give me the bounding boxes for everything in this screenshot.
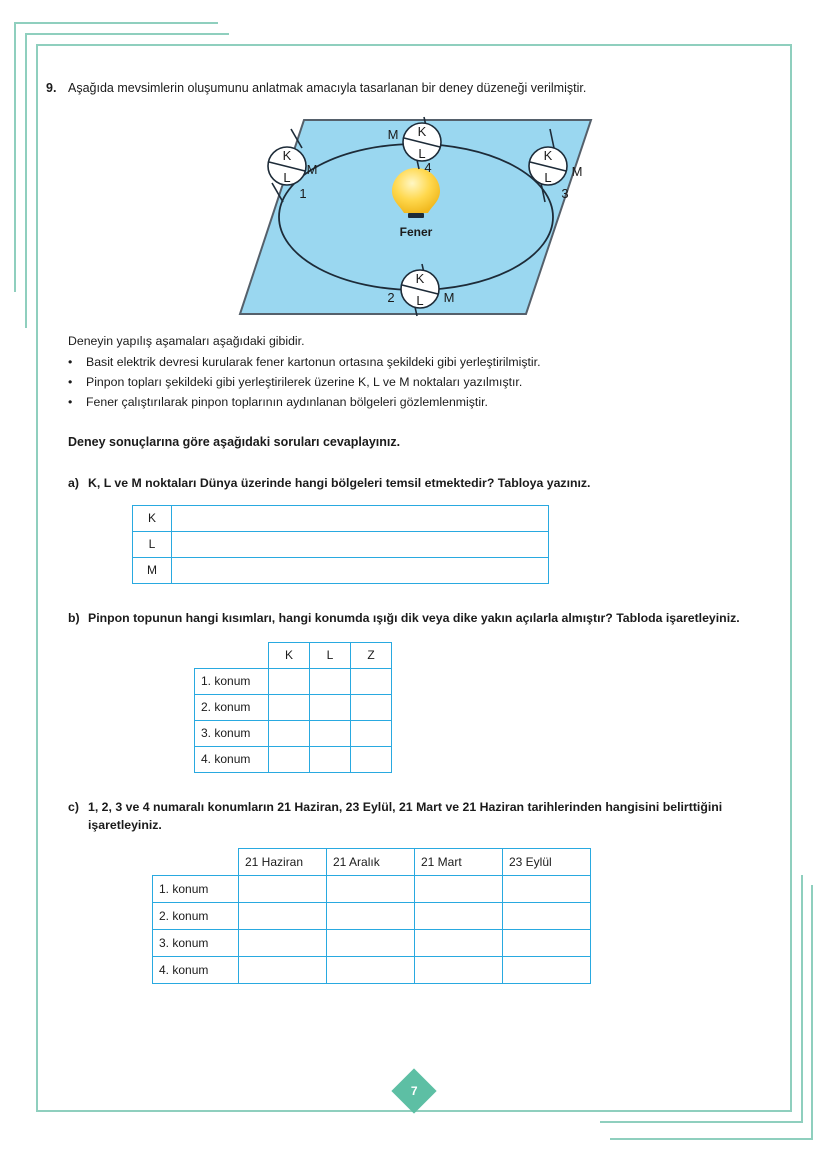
table-c-cell[interactable] [239,903,327,930]
table-c-cell[interactable] [239,957,327,984]
step-text: Fener çalıştırılarak pinpon toplarının aydınlanan bölgeleri gözlemlenmiştir. [86,395,488,410]
subquestion-a-label: a) [68,476,79,491]
table-c-cell[interactable] [327,957,415,984]
subquestion-a [68,475,786,493]
table-b-cell[interactable] [351,720,392,746]
table-a-key-k: K [133,505,172,531]
table-b-row-label: 2. konum [195,694,269,720]
ball-3-label-l: L [544,169,552,185]
table-c-row-label: 2. konum [153,903,239,930]
table-b-cell[interactable] [351,746,392,772]
decor-frame-bottomright-middle-vertical [801,875,803,1123]
bullet-icon: • [68,395,73,410]
table-row [153,957,591,984]
ball-2-label-k: K [415,270,425,286]
table-b-cell[interactable] [269,668,310,694]
step-item [68,353,786,373]
instruction-text: Deney sonuçlarına göre aşağıdaki soruları cevaplayınız. [68,435,401,450]
table-c-col-header: 21 Mart [415,849,503,876]
table-c-cell[interactable] [415,957,503,984]
table-b-cell[interactable] [310,668,351,694]
table-c-row-label: 4. konum [153,957,239,984]
ball-1-number: 1 [299,185,307,201]
table-b-cell[interactable] [269,746,310,772]
ball-3-number: 3 [561,185,569,201]
table-b-row-label: 4. konum [195,746,269,772]
table-a-regions[interactable] [132,505,549,584]
bulb-base-icon [408,213,424,218]
step-text: Pinpon topları şekildeki gibi yerleştirilerek üzerine K, L ve M noktaları yazılmıştır. [86,375,523,390]
ball-3-label-k: K [543,147,553,163]
ball-2-label-m: M [443,289,455,305]
subquestion-b-label: b) [68,610,80,625]
decor-frame-bottomright-middle-horizontal [600,1121,803,1123]
table-c-dates[interactable] [152,848,591,984]
question-heading [46,80,786,98]
subquestion-c-text: 1, 2, 3 ve 4 numaralı konumların 21 Haziran, 23 Eylül, 21 Mart ve 21 Haziran tarihlerinden hangisini belirttiğini işaretleyiniz. [88,799,723,832]
bullet-icon: • [68,355,73,370]
table-row [195,694,392,720]
decor-frame-middle-horizontal [25,33,229,35]
bullet-icon: • [68,375,73,390]
table-c-cell[interactable] [239,930,327,957]
decor-frame-outer-vertical [14,22,16,292]
table-c-cell[interactable] [415,876,503,903]
table-c-row-label: 3. konum [153,930,239,957]
table-c-corner [153,849,239,876]
table-a-input-m[interactable] [172,557,549,583]
ball-1-label-k: K [282,147,292,163]
table-c-cell[interactable] [503,957,591,984]
table-a-input-l[interactable] [172,531,549,557]
question-text: Aşağıda mevsimlerin oluşumunu anlatmak amacıyla tasarlanan bir deney düzeneği verilmiştir. [68,81,587,95]
experiment-diagram [46,112,786,322]
table-b-col-header: L [310,642,351,668]
table-c-cell[interactable] [327,876,415,903]
step-item [68,373,786,393]
page-number: 7 [410,1084,418,1098]
table-b-row-label: 3. konum [195,720,269,746]
table-c-cell[interactable] [503,903,591,930]
table-b-cell[interactable] [310,694,351,720]
table-b-cell[interactable] [351,694,392,720]
table-b-cell[interactable] [351,668,392,694]
table-c-cell[interactable] [503,876,591,903]
table-c-col-header: 21 Aralık [327,849,415,876]
table-row [153,903,591,930]
decor-frame-bottomright-outer-vertical [811,885,813,1140]
experiment-steps [68,332,786,414]
table-b-cell[interactable] [269,720,310,746]
decor-frame-middle-vertical [25,33,27,328]
subquestion-c [68,799,786,835]
table-b-col-header: K [269,642,310,668]
table-row [195,720,392,746]
table-b-row-label: 1. konum [195,668,269,694]
steps-intro: Deneyin yapılış aşamaları aşağıdaki gibidir. [68,333,305,348]
ball-2-label-l: L [416,292,424,308]
table-a-key-m: M [133,557,172,583]
table-row [153,930,591,957]
subquestion-c-label: c) [68,799,79,814]
table-row [133,557,549,583]
bulb-glass-icon [392,168,440,213]
ball-3-label-m: M [571,163,583,179]
table-b-illumination[interactable] [194,642,392,773]
table-c-col-header: 23 Eylül [503,849,591,876]
subquestion-b-text: Pinpon topunun hangi kısımları, hangi konumda ışığı dik veya dike yakın açılarla almıştır? Tabloda işaretleyiniz. [88,610,740,625]
ball-1-label-l: L [283,169,291,185]
ball-2-number: 2 [387,289,395,305]
ball-4-label-k: K [417,123,427,139]
table-a-input-k[interactable] [172,505,549,531]
table-c-cell[interactable] [327,930,415,957]
table-b-corner [195,642,269,668]
table-row [195,668,392,694]
subquestion-a-text: K, L ve M noktaları Dünya üzerinde hangi bölgeleri temsil etmektedir? Tabloya yazınız. [88,476,591,491]
table-b-cell[interactable] [269,694,310,720]
table-a-key-l: L [133,531,172,557]
table-header-row [153,849,591,876]
table-row [133,505,549,531]
ball-1-label-m: M [306,161,318,177]
ball-4-label-m: M [387,126,399,142]
table-header-row [195,642,392,668]
table-c-col-header: 21 Haziran [239,849,327,876]
table-b-col-header: Z [351,642,392,668]
table-c-cell[interactable] [327,903,415,930]
table-c-cell[interactable] [503,930,591,957]
step-item [68,393,786,413]
step-text: Basit elektrik devresi kurularak fener kartonun ortasına şekildeki gibi yerleştirilmiştir. [86,355,541,370]
table-c-cell[interactable] [239,876,327,903]
decor-frame-outer-horizontal [14,22,218,24]
table-c-cell[interactable] [415,903,503,930]
table-c-cell[interactable] [415,930,503,957]
decor-frame-bottomright-outer-horizontal [610,1138,813,1140]
table-c-row-label: 1. konum [153,876,239,903]
seasons-experiment-svg [236,112,596,322]
ball-4-label-l: L [418,145,426,161]
lamp-label: Fener [399,224,433,239]
question-number: 9. [46,81,57,95]
table-b-cell[interactable] [310,746,351,772]
subquestion-b [68,610,786,628]
page-content [46,80,786,984]
table-row [195,746,392,772]
table-b-cell[interactable] [310,720,351,746]
table-row [133,531,549,557]
ball-4-number: 4 [424,159,432,175]
table-row [153,876,591,903]
